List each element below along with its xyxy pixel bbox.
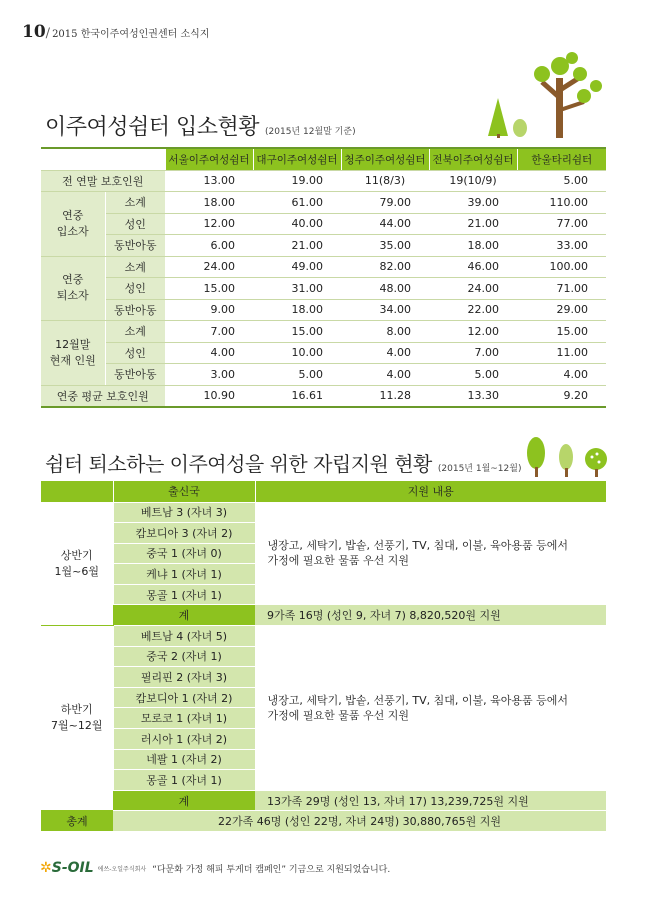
- table-cell: 8.00: [341, 321, 429, 343]
- column-header: 대구이주여성쉼터: [253, 148, 341, 170]
- table-cell: 18.00: [253, 299, 341, 321]
- table-cell: 100.00: [517, 256, 606, 278]
- table-cell: 39.00: [429, 192, 517, 214]
- footer: [40, 860, 390, 876]
- page-header: 10/ 2015 한국이주여성인권센터 소식지: [22, 22, 210, 42]
- table-row: [41, 235, 606, 257]
- page-number: 10: [22, 22, 46, 42]
- column-header: 서울이주여성쉼터: [165, 148, 253, 170]
- table-cell: 11(8/3): [341, 170, 429, 192]
- group-label: 연중 입소자: [41, 192, 105, 257]
- publication-name: 2015 한국이주여성인권센터 소식지: [52, 29, 210, 40]
- table-cell: 15.00: [165, 278, 253, 300]
- subtotal-value: 9가족 16명 (성인 9, 자녀 7) 8,820,520원 지원: [255, 605, 606, 626]
- section1-title-text: 이주여성쉼터 입소현황: [45, 115, 260, 140]
- country-cell: 네팔 1 (자녀 2): [113, 749, 255, 770]
- period-label: 하반기 7월~12월: [41, 626, 113, 811]
- total-row: [41, 811, 606, 832]
- column-header-support: 지원 내용: [255, 481, 606, 502]
- row-label: 전 연말 보호인원: [41, 170, 165, 192]
- table-cell: 79.00: [341, 192, 429, 214]
- table-cell: 16.61: [253, 385, 341, 407]
- table-row: [41, 321, 606, 343]
- table-cell: 22.00: [429, 299, 517, 321]
- table-cell: 11.00: [517, 342, 606, 364]
- subrow-label: 소계: [105, 256, 165, 278]
- table-row: [41, 790, 606, 811]
- period-label: 상반기 1월~6월: [41, 502, 113, 626]
- table-cell: 15.00: [253, 321, 341, 343]
- country-cell: 중국 1 (자녀 0): [113, 543, 255, 564]
- subrow-label: 성인: [105, 278, 165, 300]
- table-cell: 11.28: [341, 385, 429, 407]
- subrow-label: 동반아동: [105, 364, 165, 386]
- country-cell: 러시아 1 (자녀 2): [113, 729, 255, 750]
- table-cell: 49.00: [253, 256, 341, 278]
- table-cell: 7.00: [165, 321, 253, 343]
- table-row: [41, 605, 606, 626]
- table-cell: 29.00: [517, 299, 606, 321]
- country-cell: 캄보디아 1 (자녀 2): [113, 687, 255, 708]
- table-cell: 34.00: [341, 299, 429, 321]
- subtotal-label: 계: [113, 790, 255, 811]
- table-row: [41, 170, 606, 192]
- table-row: [41, 626, 606, 647]
- tree-illustration-top: [480, 48, 610, 138]
- total-label: 총계: [41, 811, 113, 832]
- table-cell: 48.00: [341, 278, 429, 300]
- table-cell: 77.00: [517, 213, 606, 235]
- group-label: 연중 퇴소자: [41, 256, 105, 321]
- table-row: [41, 299, 606, 321]
- group-label: 12월말 현재 인원: [41, 321, 105, 386]
- subrow-label: 성인: [105, 213, 165, 235]
- header-blank: [41, 481, 113, 502]
- table-cell: 9.20: [517, 385, 606, 407]
- country-cell: 중국 2 (자녀 1): [113, 646, 255, 667]
- country-cell: 베트남 3 (자녀 3): [113, 502, 255, 523]
- footer-note: “다문화 가정 해피 투게더 캠페인” 기금으로 지원되었습니다.: [152, 864, 391, 875]
- section1-title: [45, 110, 356, 141]
- tree-illustration-middle: [518, 433, 613, 478]
- subtotal-label: 계: [113, 605, 255, 626]
- table-cell: 5.00: [429, 364, 517, 386]
- table-row: [41, 502, 606, 523]
- table-cell: 6.00: [165, 235, 253, 257]
- table-cell: 46.00: [429, 256, 517, 278]
- table-cell: 4.00: [165, 342, 253, 364]
- table-cell: 110.00: [517, 192, 606, 214]
- table-row: [41, 256, 606, 278]
- country-cell: 필리핀 2 (자녀 3): [113, 667, 255, 688]
- subrow-label: 성인: [105, 342, 165, 364]
- subrow-label: 동반아동: [105, 235, 165, 257]
- column-header-country: 출신국: [113, 481, 255, 502]
- country-cell: 모로코 1 (자녀 1): [113, 708, 255, 729]
- shelter-admission-table: [41, 147, 606, 408]
- table-row: [41, 364, 606, 386]
- total-value: 22가족 46명 (성인 22명, 자녀 24명) 30,880,765원 지원: [113, 811, 606, 832]
- section2-subtitle: (2015년 1월~12월): [437, 464, 522, 474]
- subrow-label: 소계: [105, 321, 165, 343]
- table-row: [41, 342, 606, 364]
- header-blank: [41, 148, 165, 170]
- table-row: [41, 213, 606, 235]
- table-cell: 12.00: [165, 213, 253, 235]
- table-cell: 5.00: [253, 364, 341, 386]
- table-cell: 15.00: [517, 321, 606, 343]
- table-cell: 4.00: [341, 364, 429, 386]
- subrow-label: 소계: [105, 192, 165, 214]
- table-cell: 3.00: [165, 364, 253, 386]
- support-content: 냉장고, 세탁기, 밥솥, 선풍기, TV, 침대, 이불, 육아용품 등에서 가정에 필요한 물품 우선 지원: [255, 502, 606, 605]
- section2-title-text: 쉼터 퇴소하는 이주여성을 위한 자립지원 현황: [45, 452, 432, 476]
- table-header-row: [41, 148, 606, 170]
- table-cell: 40.00: [253, 213, 341, 235]
- table-cell: 31.00: [253, 278, 341, 300]
- table-cell: 24.00: [429, 278, 517, 300]
- table-cell: 18.00: [429, 235, 517, 257]
- table-cell: 9.00: [165, 299, 253, 321]
- table-row: [41, 278, 606, 300]
- section2-title: [45, 448, 521, 477]
- table-cell: 33.00: [517, 235, 606, 257]
- table-cell: 7.00: [429, 342, 517, 364]
- table-cell: 4.00: [517, 364, 606, 386]
- table-cell: 19(10/9): [429, 170, 517, 192]
- table-cell: 82.00: [341, 256, 429, 278]
- table-header-row: [41, 481, 606, 502]
- table-cell: 21.00: [253, 235, 341, 257]
- support-content: 냉장고, 세탁기, 밥솥, 선풍기, TV, 침대, 이불, 육아용품 등에서 가정에 필요한 물품 우선 지원: [255, 626, 606, 791]
- country-cell: 몽골 1 (자녀 1): [113, 770, 255, 791]
- table-cell: 18.00: [165, 192, 253, 214]
- table-row: [41, 385, 606, 407]
- table-cell: 10.90: [165, 385, 253, 407]
- section1-subtitle: (2015년 12월말 기준): [265, 127, 356, 137]
- table-cell: 21.00: [429, 213, 517, 235]
- table-cell: 4.00: [341, 342, 429, 364]
- table-cell: 35.00: [341, 235, 429, 257]
- table-cell: 13.30: [429, 385, 517, 407]
- subtotal-value: 13가족 29명 (성인 13, 자녀 17) 13,239,725원 지원: [255, 790, 606, 811]
- column-header: 한울타리쉼터: [517, 148, 606, 170]
- table-cell: 13.00: [165, 170, 253, 192]
- table-row: [41, 192, 606, 214]
- support-table: [41, 481, 606, 832]
- table-cell: 44.00: [341, 213, 429, 235]
- country-cell: 캄보디아 3 (자녀 2): [113, 523, 255, 544]
- soil-logo: ✲S-OIL: [40, 860, 94, 876]
- column-header: 청주이주여성쉼터: [341, 148, 429, 170]
- country-cell: 베트남 4 (자녀 5): [113, 626, 255, 647]
- column-header: 전북이주여성쉼터: [429, 148, 517, 170]
- table-cell: 5.00: [517, 170, 606, 192]
- table-cell: 24.00: [165, 256, 253, 278]
- subrow-label: 동반아동: [105, 299, 165, 321]
- row-label: 연중 평균 보호인원: [41, 385, 165, 407]
- table-cell: 71.00: [517, 278, 606, 300]
- table-cell: 12.00: [429, 321, 517, 343]
- country-cell: 몽골 1 (자녀 1): [113, 584, 255, 605]
- table-cell: 61.00: [253, 192, 341, 214]
- logo-text: S-OIL: [51, 860, 94, 876]
- country-cell: 케냐 1 (자녀 1): [113, 564, 255, 585]
- logo-subtext: 에쓰-오일주식회사: [97, 865, 147, 873]
- table-cell: 10.00: [253, 342, 341, 364]
- table-cell: 19.00: [253, 170, 341, 192]
